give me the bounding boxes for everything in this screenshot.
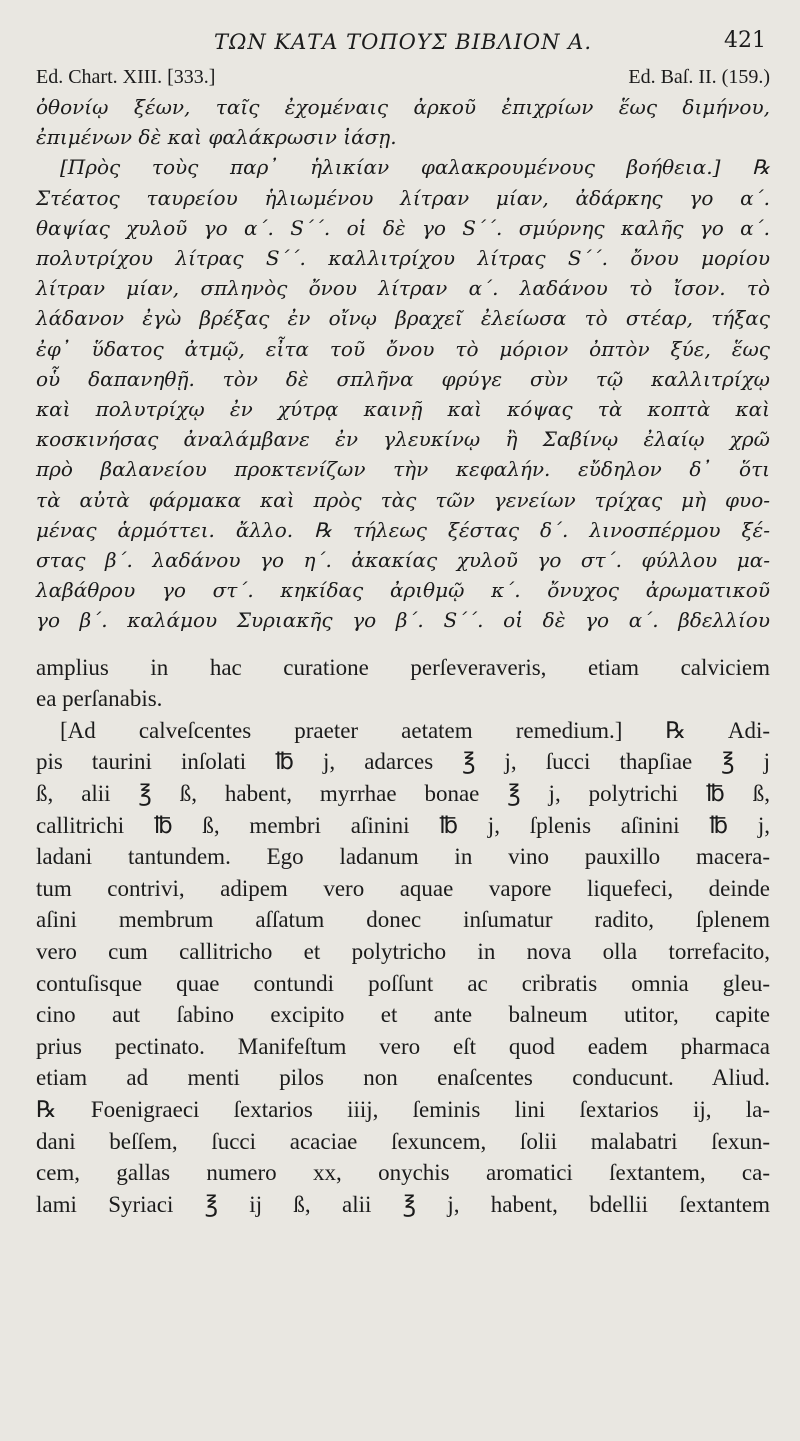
text-line: καὶ πολυτρίχῳ ἐν χύτρᾳ καινῇ καὶ κόψας τὰ κοπτὰ καὶ bbox=[36, 397, 770, 422]
text-line: πρὸ βαλανείου προκτενίζων τὴν κεφαλήν. εὔδηλον δ᾽ ὅτι bbox=[36, 457, 770, 482]
text-line: cino aut ſabino excipito et ante balneum utitor, capite bbox=[36, 1002, 770, 1028]
text-line: vero cum callitricho et polytricho in nova olla torrefacito, bbox=[36, 939, 770, 964]
text-line: contuſisque quae contundi poſſunt ac cribratis omnia gleu- bbox=[36, 970, 770, 996]
text-line: ladani tantundem. Ego ladanum in vino pauxillo macera- bbox=[36, 844, 770, 870]
edition-references bbox=[36, 66, 770, 92]
text-line: ß, alii ℥ ß, habent, myrrhae bonae ℥ j, polytrichi ℔ ß, bbox=[36, 781, 770, 807]
text-line: callitrichi ℔ ß, membri aſinini ℔ j, ſplenis aſinini ℔ j, bbox=[36, 812, 770, 838]
edition-left: Ed. Chart. XIII. [333.] bbox=[36, 66, 216, 88]
text-line: tum contrivi, adipem vero aquae vapore liquefeci, deinde bbox=[36, 875, 770, 901]
text-line: στας β΄. λαδάνου γο η΄. ἀκακίας χυλοῦ γο στ΄. φύλλου μα- bbox=[36, 548, 770, 573]
greek-text-block bbox=[36, 92, 770, 636]
text-line: pis taurini inſolati ℔ j, adarces ℥ j, ſucci thapſiae ℥ j bbox=[36, 749, 770, 775]
text-line: ea perſanabis. bbox=[36, 686, 163, 712]
text-line: ℞ Foenigraeci ſextarios iiij, ſeminis lini ſextarios ij, la- bbox=[36, 1096, 770, 1122]
text-line: cem, gallas numero xx, onychis aromatici ſextantem, ca- bbox=[36, 1160, 770, 1186]
latin-text-block bbox=[36, 652, 770, 1221]
text-line: ἐφ᾽ ὕδατος ἀτμῷ, εἶτα τοῦ ὄνου τὸ μόριον ὀπτὸν ξύε, ἕως bbox=[36, 336, 770, 361]
page-number: 421 bbox=[724, 28, 766, 53]
running-head bbox=[36, 28, 770, 62]
running-title: ΤΩΝ ΚΑΤΑ ΤΟΠΟΥΣ ΒΙΒΛΙΟΝ Α. bbox=[213, 30, 593, 54]
text-line: θαψίας χυλοῦ γο α΄. S΄΄. οἱ δὲ γο S΄΄. σμύρνης καλῆς γο α΄. bbox=[36, 215, 770, 240]
text-line: ὀθονίῳ ξέων, ταῖς ἐχομέναις ἀρκοῦ ἐπιχρίων ἕως διμήνου, bbox=[36, 95, 770, 119]
text-line: dani beſſem, ſucci acaciae ſexuncem, ſolii malabatri ſexun- bbox=[36, 1128, 770, 1154]
text-line: τὰ αὐτὰ φάρμακα καὶ πρὸς τὰς τῶν γενείων τρίχας μὴ φυο- bbox=[36, 487, 770, 512]
text-line: λίτραν μίαν, σπληνὸς ὄνου λίτραν α΄. λαδάνου τὸ ἴσον. τὸ bbox=[36, 276, 770, 301]
text-line: κοσκινήσας ἀναλάμβανε ἐν γλευκίνῳ ἢ Σαβίνῳ ἐλαίῳ χρῶ bbox=[36, 427, 770, 452]
text-line: etiam ad menti pilos non enaſcentes conducunt. Aliud. bbox=[36, 1065, 770, 1091]
text-line: amplius in hac curatione perſeveraveris, etiam calviciem bbox=[36, 654, 770, 680]
text-line: [Πρὸς τοὺς παρ᾽ ἡλικίαν φαλακρουμένους βοήθεια.] ℞ bbox=[60, 155, 770, 180]
text-line: λαβάθρου γο στ΄. κηκίδας ἀριθμῷ κ΄. ὄνυχος ἀρωματικοῦ bbox=[36, 578, 770, 603]
text-line: aſini membrum aſſatum donec inſumatur radito, ſplenem bbox=[36, 907, 770, 933]
text-line: ἐπιμένων δὲ καὶ φαλάκρωσιν ἰάσῃ. bbox=[36, 125, 397, 150]
text-line: [Ad calveſcentes praeter aetatem remedium.] ℞ Adi- bbox=[60, 717, 770, 743]
edition-right: Ed. Baſ. II. (159.) bbox=[628, 66, 770, 88]
text-line: μένας ἁρμόττει. ἄλλο. ℞ τήλεως ξέστας δ΄. λινοσπέρμου ξέ- bbox=[36, 517, 770, 542]
text-line: λάδανον ἐγὼ βρέξας ἐν οἴνῳ βραχεῖ ἐλείωσα τὸ στέαρ, τήξας bbox=[36, 306, 770, 331]
text-line: οὗ δαπανηθῇ. τὸν δὲ σπλῆνα φρύγε σὺν τῷ καλλιτρίχῳ bbox=[36, 366, 770, 391]
text-line: lami Syriaci ℥ ij ß, alii ℥ j, habent, bdellii ſextantem bbox=[36, 1191, 770, 1217]
text-line: πολυτρίχου λίτρας S΄΄. καλλιτρίχου λίτρας S΄΄. ὄνου μορίου bbox=[36, 246, 770, 271]
text-line: Στέατος ταυρείου ἡλιωμένου λίτραν μίαν, ἀδάρκης γο α΄. bbox=[36, 185, 770, 210]
text-line: prius pectinato. Manifeſtum vero eſt quod eadem pharmaca bbox=[36, 1033, 770, 1059]
text-line: γο β΄. καλάμου Συριακῆς γο β΄. S΄΄. οἱ δὲ γο α΄. βδελλίου bbox=[36, 608, 770, 633]
